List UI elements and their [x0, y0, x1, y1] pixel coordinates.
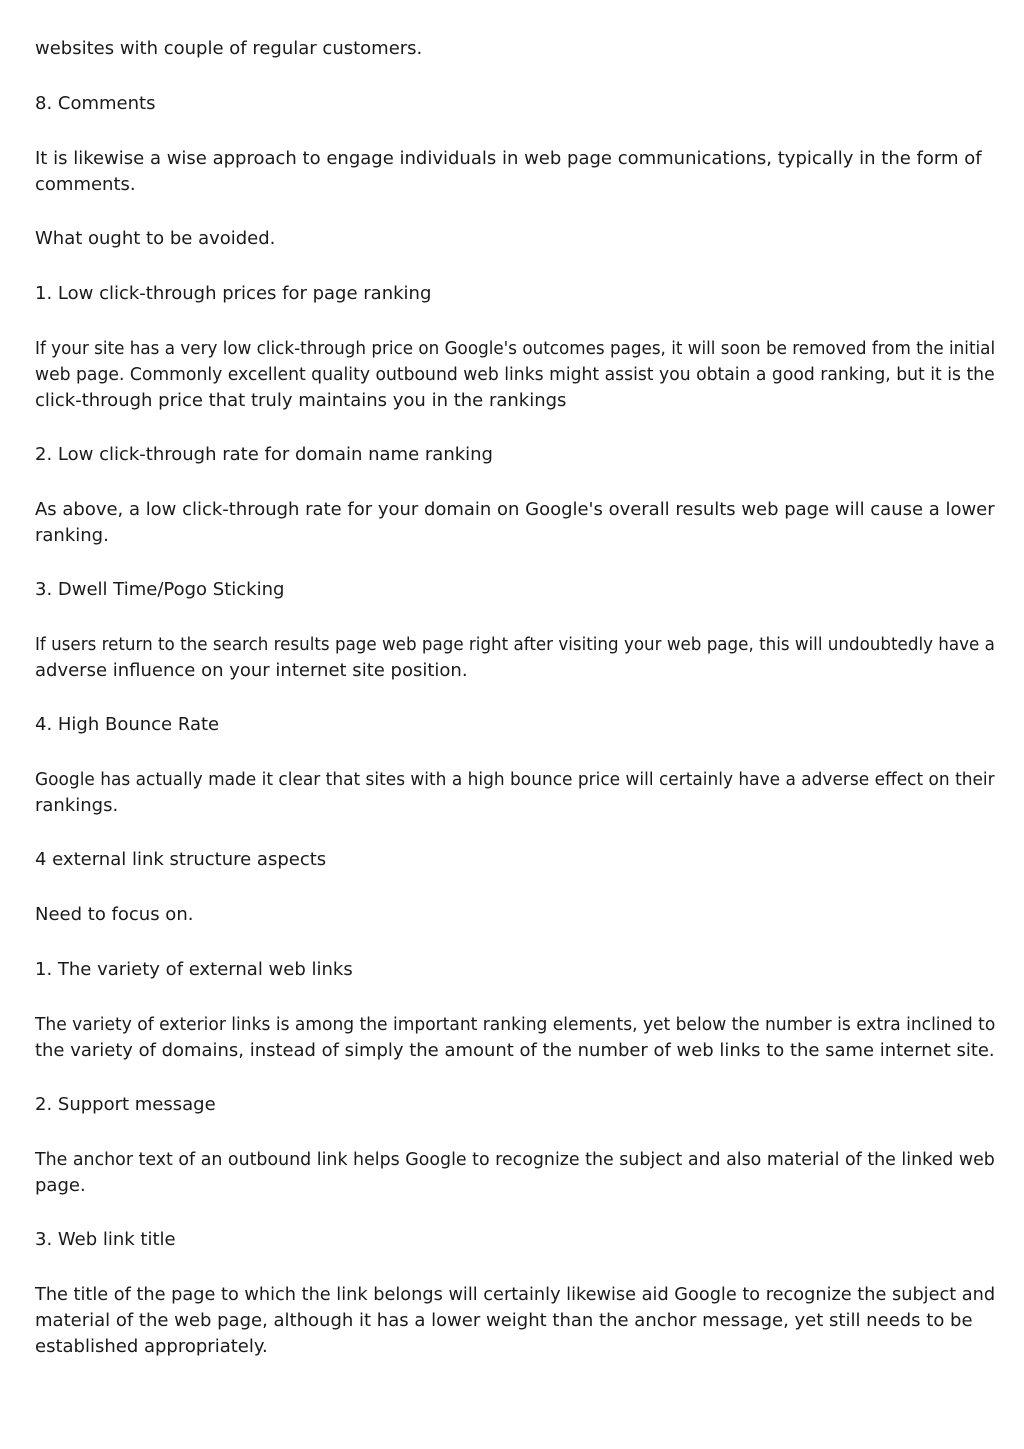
- text-line: 2. Support message: [35, 1094, 216, 1115]
- section-heading: [35, 226, 995, 252]
- text-line: material of the web page, although it has a lower weight than the anchor message, yet still needs to be: [35, 1310, 973, 1331]
- section-heading: [35, 91, 995, 117]
- text-line: The title of the page to which the link belongs will certainly likewise aid Google to recognize the subject and: [35, 1284, 996, 1305]
- text-line: If users return to the search results page web page right after visiting your web page, this will undoubtedly have a: [35, 634, 995, 655]
- text-line: web page. Commonly excellent quality outbound web links might assist you obtain a good ranking, but it is the: [35, 364, 995, 385]
- text-line: adverse influence on your internet site position.: [35, 660, 468, 681]
- paragraph: [35, 36, 995, 62]
- text-line: established appropriately.: [35, 1336, 268, 1357]
- section-heading: [35, 957, 995, 983]
- paragraph: [35, 902, 995, 928]
- text-line: What ought to be avoided.: [35, 228, 276, 249]
- section-heading: [35, 442, 995, 468]
- text-line: 3. Web link title: [35, 1229, 176, 1250]
- section-heading: [35, 577, 995, 603]
- text-line: comments.: [35, 174, 136, 195]
- text-line: Google has actually made it clear that sites with a high bounce price will certainly have a adverse effect on their: [35, 769, 995, 790]
- paragraph: [35, 1147, 995, 1199]
- text-line: click-through price that truly maintains you in the rankings: [35, 390, 567, 411]
- paragraph: [35, 1012, 995, 1064]
- text-line: The variety of exterior links is among the important ranking elements, yet below the number is extra inclined to: [35, 1014, 996, 1035]
- paragraph: [35, 767, 995, 819]
- text-line: Need to focus on.: [35, 904, 194, 925]
- paragraph: [35, 632, 995, 684]
- section-heading: [35, 1227, 995, 1253]
- text-line: 4. High Bounce Rate: [35, 714, 220, 735]
- text-line: websites with couple of regular customers.: [35, 38, 423, 59]
- text-line: 3. Dwell Time/Pogo Sticking: [35, 579, 285, 600]
- text-line: The anchor text of an outbound link helps Google to recognize the subject and also material of the linked web: [35, 1149, 995, 1170]
- paragraph: [35, 497, 995, 549]
- text-line: 4 external link structure aspects: [35, 849, 327, 870]
- section-heading: [35, 281, 995, 307]
- text-line: As above, a low click-through rate for your domain on Google's overall results web page will cause a lower: [35, 499, 995, 520]
- text-line: rankings.: [35, 795, 119, 816]
- text-line: the variety of domains, instead of simply the amount of the number of web links to the same internet site.: [35, 1040, 995, 1061]
- text-line: 2. Low click-through rate for domain name ranking: [35, 444, 493, 465]
- paragraph: [35, 336, 995, 414]
- section-heading: [35, 847, 995, 873]
- text-line: 1. The variety of external web links: [35, 959, 353, 980]
- text-line: page.: [35, 1175, 86, 1196]
- section-heading: [35, 1092, 995, 1118]
- text-line: 8. Comments: [35, 93, 156, 114]
- section-heading: [35, 712, 995, 738]
- paragraph: [35, 1282, 995, 1360]
- text-line: It is likewise a wise approach to engage individuals in web page communications, typically in the form of: [35, 148, 982, 169]
- paragraph: [35, 146, 995, 198]
- text-line: 1. Low click-through prices for page ranking: [35, 283, 432, 304]
- text-line: If your site has a very low click-through price on Google's outcomes pages, it will soon be removed from the initial: [35, 338, 996, 359]
- text-line: ranking.: [35, 525, 109, 546]
